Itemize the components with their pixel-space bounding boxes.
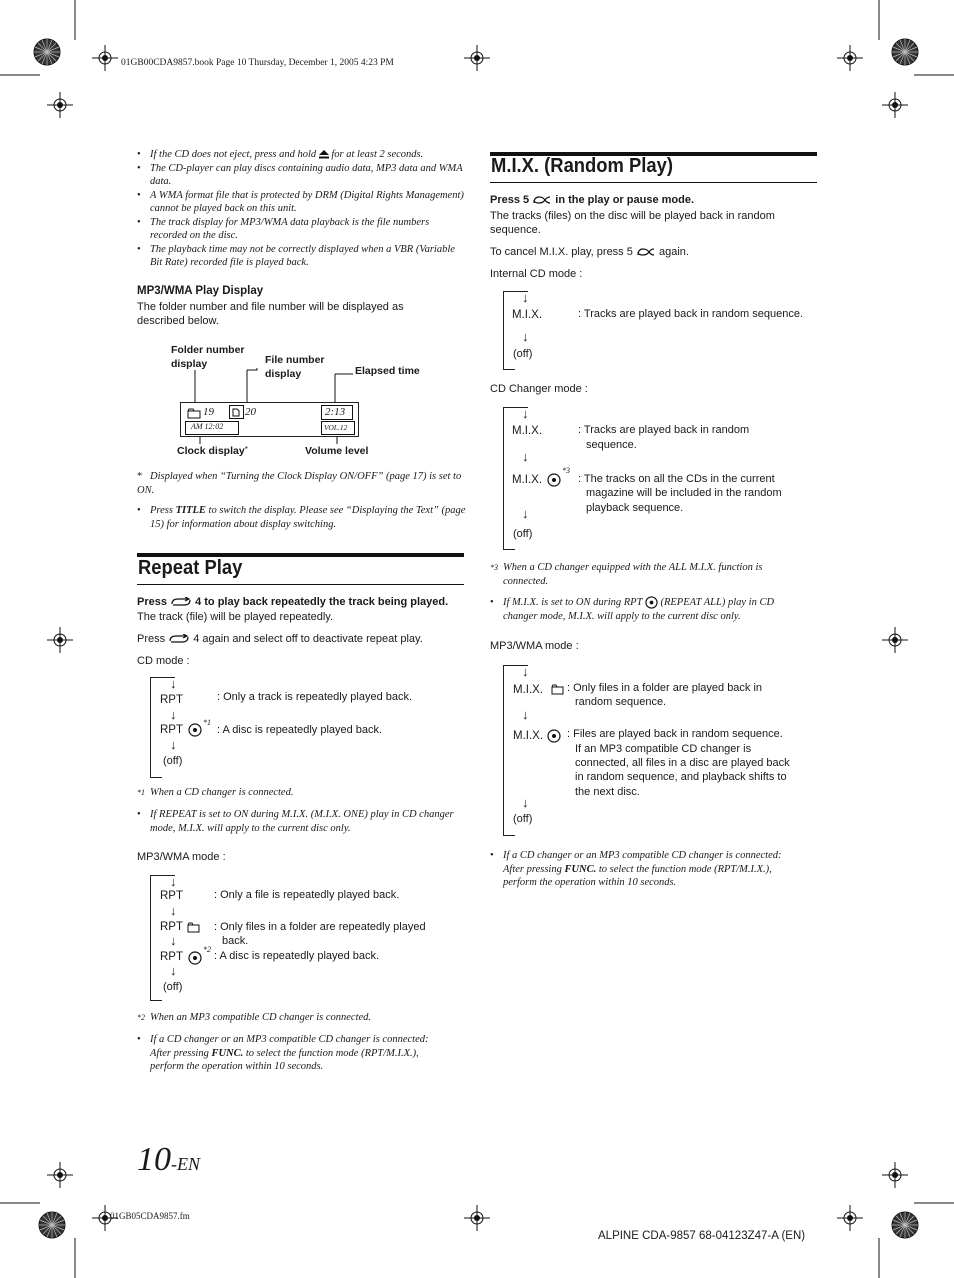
down-arrow: ↓: [170, 874, 177, 889]
internal-mix-desc: : Tracks are played back in random sequence.: [578, 308, 804, 320]
footnote-2: *2 When an MP3 compatible CD changer is connected.: [137, 1012, 372, 1023]
repeat-line1: The track (file) will be played repeatedly.: [137, 611, 334, 623]
folder-icon: [187, 922, 200, 933]
book-header: 01GB00CDA9857.book Page 10 Thursday, December 1, 2005 4:23 PM: [121, 58, 394, 68]
mix-note-4: • If a CD changer or an MP3 compatible CD changer is connected: After pressing FUNC. to select the function mode (RPT/M.I.X.), perform the operation within 10 seconds.: [490, 849, 820, 890]
volume-readout: VOL.12: [324, 423, 348, 432]
flow-line: [503, 835, 515, 836]
lcd-display-screen: [180, 402, 359, 437]
disc-icon: [547, 473, 561, 487]
internal-mix-label: M.I.X.: [512, 309, 543, 321]
note-item: • The track display for MP3/WMA data playback is the file numbers recorded on the disc.: [137, 216, 467, 243]
down-arrow: ↓: [522, 406, 529, 421]
repeat-instruction: Press 4 to play back repeatedly the track being played.: [137, 596, 449, 608]
repeat-title-bottom-rule: [137, 584, 464, 585]
down-arrow: ↓: [522, 707, 529, 722]
repeat-play-title: Repeat Play: [138, 557, 243, 579]
mp3-mix-label: MP3/WMA mode :: [490, 640, 579, 652]
down-arrow: ↓: [170, 903, 177, 918]
changer-mix-desc-cont: sequence.: [586, 439, 637, 451]
cd-rpt-desc: : Only a track is repeatedly played back.: [217, 691, 413, 703]
repeat-icon: [168, 634, 190, 644]
mix-instruction: Press 5 in the play or pause mode.: [490, 194, 695, 206]
mix-icon: [636, 246, 656, 258]
title-note: • Press TITLE to switch the display. Please see “Displaying the Text” (page 15) for information about display switching.: [137, 504, 467, 531]
disc-icon: [645, 596, 658, 609]
cd-mode-label: CD mode :: [137, 655, 190, 667]
cd-rpt-label: RPT: [160, 694, 183, 706]
down-arrow: ↓: [170, 933, 177, 948]
cd-off-label: (off): [163, 755, 183, 767]
mp3-rpt-folder-desc: : Only files in a folder are repeatedly played: [214, 921, 426, 933]
changer-mix-all-desc-2: magazine will be included in the random: [586, 487, 782, 499]
eject-icon: [319, 150, 329, 159]
down-arrow: ↓: [522, 290, 529, 305]
changer-mix-label: M.I.X.: [512, 425, 543, 437]
mp3-mix-disc-desc-2: If an MP3 compatible CD changer is: [575, 743, 752, 755]
mp3-mix-disc-desc-3: connected, all files in a disc are played back: [575, 757, 790, 769]
disc-icon: [188, 951, 202, 965]
mp3-rpt-label: RPT: [160, 890, 183, 902]
down-arrow: ↓: [522, 329, 529, 344]
mp3-rpt-folder-label: RPT: [160, 921, 183, 933]
footnote-ref: *2: [203, 945, 211, 954]
flow-line: [503, 549, 515, 550]
folder-number-label: Folder number display: [171, 344, 245, 370]
flow-line: [150, 677, 151, 777]
footer-model: ALPINE CDA-9857 68-04123Z47-A (EN): [598, 1230, 806, 1242]
footnote-1: *1 When a CD changer is connected.: [137, 787, 294, 798]
flow-line: [503, 369, 515, 370]
file-number-label: File number display: [265, 354, 325, 380]
mp3-rpt-folder-desc-cont: back.: [222, 935, 249, 947]
mp3-mix-disc-desc: : Files are played back in random sequence.: [567, 728, 783, 740]
down-arrow: ↓: [170, 737, 177, 752]
mp3-off-label: (off): [163, 981, 183, 993]
clock-display-label: Clock display*: [177, 445, 248, 457]
note-item: • The playback time may not be correctly displayed when a VBR (Variable Bit Rate) recorded file is played back.: [137, 243, 467, 270]
mp3-mix-disc-desc-4: in random sequence, and playback shifts to: [575, 771, 787, 783]
footer-file: 01GB05CDA9857.fm: [110, 1211, 190, 1221]
mp3-mix-folder-desc: : Only files in a folder are played back in: [567, 682, 763, 694]
mix-title: M.I.X. (Random Play): [491, 155, 673, 177]
repeat-line2: Press 4 again and select off to deactivate repeat play.: [137, 633, 423, 645]
note-item: • If the CD does not eject, press and hold for at least 2 seconds.: [137, 148, 467, 162]
down-arrow: ↓: [170, 707, 177, 722]
down-arrow: ↓: [170, 963, 177, 978]
mp3-mix-disc-label: M.I.X.: [513, 730, 544, 742]
mp3-mode-label: MP3/WMA mode :: [137, 851, 226, 863]
mp3-rpt-disc-desc: : A disc is repeatedly played back.: [214, 950, 380, 962]
file-number: 20: [245, 406, 256, 418]
mp3-mix-folder-label: M.I.X.: [513, 684, 544, 696]
down-arrow: ↓: [170, 676, 177, 691]
clock-box: [185, 421, 239, 435]
down-arrow: ↓: [522, 506, 529, 521]
changer-mix-all-desc-3: playback sequence.: [586, 502, 684, 514]
repeat-icon: [170, 597, 192, 607]
internal-off-label: (off): [513, 348, 533, 360]
down-arrow: ↓: [522, 449, 529, 464]
clock-readout: AM 12:02: [191, 422, 224, 431]
flow-line: [503, 407, 504, 549]
footnote-3: *3 When a CD changer equipped with the ALL M.I.X. function is connected.: [490, 562, 763, 587]
mp3-display-heading: MP3/WMA Play Display: [137, 285, 264, 297]
mp3-mix-disc-desc-5: the next disc.: [575, 786, 640, 798]
internal-cd-label: Internal CD mode :: [490, 268, 583, 280]
display-footnote: * Displayed when “Turning the Clock Display ON/OFF” (page 17) is set to ON.: [137, 471, 462, 496]
cd-rpt-disc-label: RPT: [160, 724, 183, 736]
folder-icon: [551, 684, 564, 695]
file-icon: [232, 408, 240, 417]
footnote-ref: *1: [203, 718, 211, 727]
mp3-display-description: The folder number and file number will be displayed as described below.: [137, 301, 404, 327]
top-notes-list: [137, 148, 467, 270]
disc-icon: [188, 723, 202, 737]
disc-icon: [547, 729, 561, 743]
note-item: • The CD-player can play discs containing audio data, MP3 data and WMA data.: [137, 162, 467, 189]
cd-rpt-disc-desc: : A disc is repeatedly played back.: [217, 724, 383, 736]
mp3-rpt-desc: : Only a file is repeatedly played back.: [214, 889, 400, 901]
repeat-note-2: • If a CD changer or an MP3 compatible CD changer is connected: After pressing FUNC. to select the function mode (RPT/M.I.X.), perform the operation within 10 seconds.: [137, 1033, 467, 1074]
changer-mix-all-desc: : The tracks on all the CDs in the current: [578, 473, 775, 485]
flow-line: [150, 1000, 162, 1001]
down-arrow: ↓: [522, 664, 529, 679]
elapsed-time-label: Elapsed time: [355, 365, 420, 377]
mix-icon: [532, 194, 552, 206]
folder-icon: [187, 408, 201, 419]
repeat-note-1: • If REPEAT is set to ON during M.I.X. (M.I.X. ONE) play in CD changer mode, M.I.X. will apply to the current disc only.: [137, 808, 467, 835]
cd-changer-label: CD Changer mode :: [490, 383, 588, 395]
down-arrow: ↓: [522, 795, 529, 810]
changer-mix-desc: : Tracks are played back in random: [578, 424, 750, 436]
flow-line: [503, 665, 504, 835]
footnote-ref: *3: [562, 466, 570, 475]
mp3-mix-off-label: (off): [513, 813, 533, 825]
flow-line: [150, 777, 162, 778]
flow-line: [503, 291, 504, 369]
note-item: • A WMA format file that is protected by DRM (Digital Rights Management) cannot be played back on this unit.: [137, 189, 467, 216]
volume-level-label: Volume level: [305, 445, 369, 457]
mix-title-bottom-rule: [490, 182, 817, 183]
flow-line: [150, 875, 151, 1000]
elapsed-time: 2:13: [325, 406, 346, 418]
mp3-rpt-disc-label: RPT: [160, 951, 183, 963]
mix-note-3: • If M.I.X. is set to ON during RPT (REPEAT ALL) play in CD changer mode, M.I.X. will apply to the current disc only.: [490, 596, 820, 623]
mix-cancel: To cancel M.I.X. play, press 5 again.: [490, 246, 689, 258]
page-number: 10-EN: [137, 1141, 200, 1178]
changer-mix-all-label: M.I.X.: [512, 474, 543, 486]
folder-number: 19: [203, 406, 214, 418]
mp3-mix-folder-desc-cont: random sequence.: [575, 696, 667, 708]
mix-line1: The tracks (files) on the disc will be played back in random sequence.: [490, 210, 775, 236]
changer-off-label: (off): [513, 528, 533, 540]
